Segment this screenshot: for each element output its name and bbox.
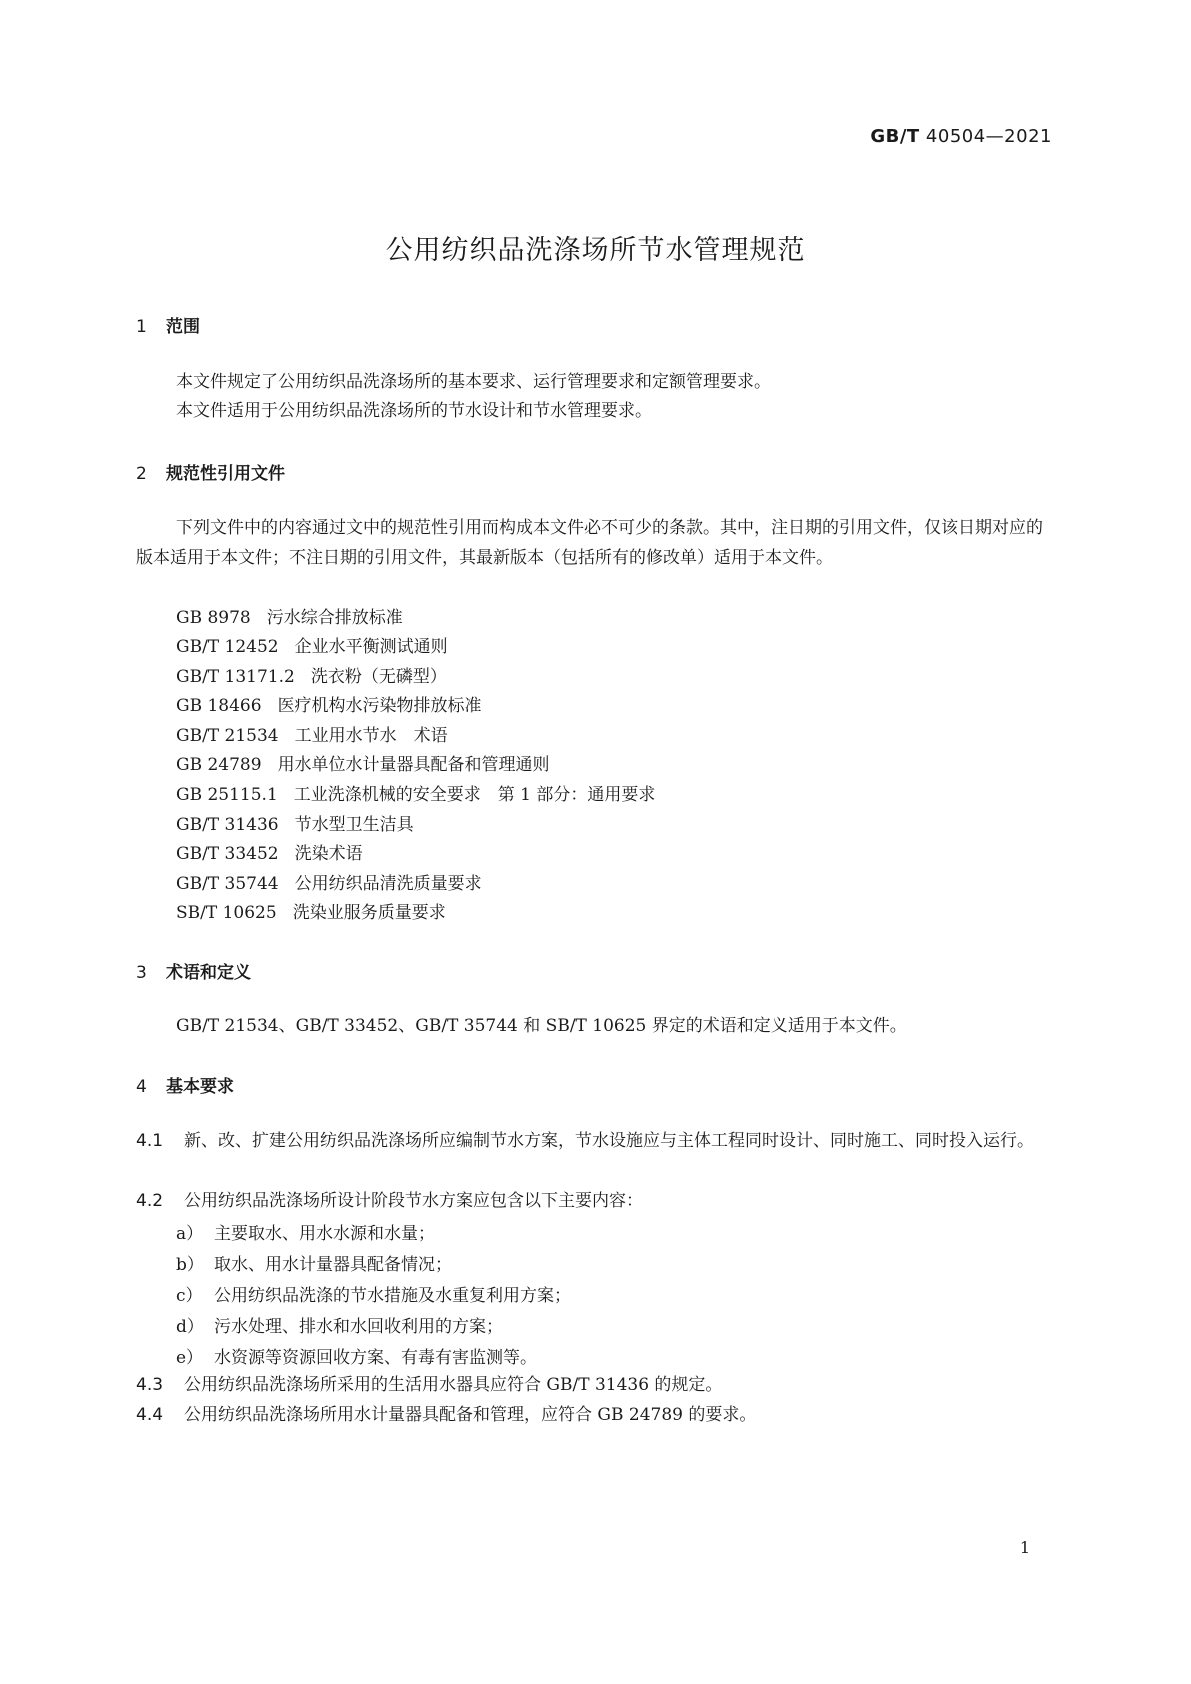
clause-4-2 [136, 1186, 1056, 1216]
reference-item [176, 898, 446, 923]
list-marker: d） [176, 1317, 204, 1337]
section-title: 基本要求 [166, 1077, 234, 1097]
reference-title: 洗衣粉（无磷型） [310, 667, 447, 687]
section-4-heading [136, 1072, 234, 1097]
section-2-heading [136, 459, 285, 484]
section-number: 1 [136, 317, 147, 337]
paragraph: GB/T 21534、GB/T 33452、GB/T 35744 和 SB/T 10625 界定的术语和定义适用于本文件。 [176, 1016, 907, 1036]
section-title: 规范性引用文件 [166, 464, 285, 484]
reference-item [176, 750, 550, 775]
reference-code: GB 25115.1 [176, 785, 278, 805]
list-item [176, 1219, 435, 1244]
list-text: 取水、用水计量器具配备情况； [214, 1255, 452, 1275]
paragraph: 本文件规定了公用纺织品洗涤场所的基本要求、运行管理要求和定额管理要求。 [176, 372, 771, 392]
standard-code: 40504—2021 [925, 126, 1052, 147]
reference-code: GB/T 13171.2 [176, 667, 295, 687]
list-marker: c） [176, 1286, 203, 1306]
reference-title: 工业洗涤机械的安全要求 第 1 部分：通用要求 [293, 785, 656, 805]
document-title: 公用纺织品洗涤场所节水管理规范 [385, 235, 806, 266]
list-item [176, 1281, 571, 1306]
reference-item [176, 691, 482, 716]
reference-code: GB/T 35744 [176, 874, 279, 894]
reference-code: GB/T 33452 [176, 844, 279, 864]
section-number: 3 [136, 963, 147, 983]
standard-number [870, 126, 1052, 147]
paragraph: 下列文件中的内容通过文中的规范性引用而构成本文件必不可少的条款。其中，注日期的引用文件，仅该日期对应的版本适用于本文件；不注日期的引用文件，其最新版本（包括所有的修改单）适用于本文件。 [136, 518, 1043, 568]
list-text: 污水处理、排水和水回收利用的方案； [214, 1317, 503, 1337]
list-item [176, 1250, 452, 1275]
section-1-heading [136, 312, 200, 337]
list-text: 水资源等资源回收方案、有毒有害监测等。 [214, 1348, 537, 1368]
reference-title: 洗染术语 [294, 844, 363, 864]
section-number: 2 [136, 464, 147, 484]
reference-item [176, 632, 448, 657]
reference-code: GB/T 21534 [176, 726, 279, 746]
reference-title: 公用纺织品清洗质量要求 [294, 874, 482, 894]
reference-item [176, 603, 403, 628]
list-marker: e） [176, 1348, 204, 1368]
list-marker: a） [176, 1224, 204, 1244]
clause-number: 4.3 [136, 1375, 164, 1395]
clause-number: 4.1 [136, 1131, 164, 1151]
reference-title: 工业用水节水 术语 [294, 726, 448, 746]
reference-title: 污水综合排放标准 [266, 608, 403, 628]
clause-4-1 [136, 1126, 1056, 1156]
standard-prefix: GB/T [870, 126, 920, 147]
reference-item [176, 810, 414, 835]
reference-item [176, 662, 447, 687]
section-3-heading [136, 958, 251, 983]
reference-title: 企业水平衡测试通则 [294, 637, 448, 657]
reference-item [176, 839, 363, 864]
reference-item [176, 780, 655, 805]
clause-text: 公用纺织品洗涤场所采用的生活用水器具应符合 GB/T 31436 的规定。 [184, 1375, 723, 1395]
reference-code: GB/T 31436 [176, 815, 279, 835]
reference-item [176, 869, 482, 894]
clause-number: 4.4 [136, 1405, 164, 1425]
clause-text: 公用纺织品洗涤场所用水计量器具配备和管理，应符合 GB 24789 的要求。 [184, 1405, 757, 1425]
reference-title: 用水单位水计量器具配备和管理通则 [277, 755, 550, 775]
reference-code: GB 8978 [176, 608, 251, 628]
list-item [176, 1343, 537, 1368]
clause-text: 新、改、扩建公用纺织品洗涤场所应编制节水方案，节水设施应与主体工程同时设计、同时施工、同时投入运行。 [184, 1131, 1034, 1151]
section-title: 范围 [166, 317, 200, 337]
clause-4-4 [136, 1400, 1056, 1430]
list-text: 主要取水、用水水源和水量； [214, 1224, 435, 1244]
reference-code: GB/T 12452 [176, 637, 279, 657]
reference-code: GB 24789 [176, 755, 262, 775]
section-number: 4 [136, 1077, 147, 1097]
reference-item [176, 721, 448, 746]
list-marker: b） [176, 1255, 204, 1275]
list-item [176, 1312, 503, 1337]
clause-4-3 [136, 1370, 1056, 1400]
reference-code: GB 18466 [176, 696, 262, 716]
page-number: 1 [1019, 1538, 1030, 1557]
section-title: 术语和定义 [166, 963, 251, 983]
reference-title: 医疗机构水污染物排放标准 [277, 696, 482, 716]
reference-title: 节水型卫生洁具 [294, 815, 414, 835]
clause-text: 公用纺织品洗涤场所设计阶段节水方案应包含以下主要内容： [184, 1191, 643, 1211]
reference-code: SB/T 10625 [176, 903, 277, 923]
reference-title: 洗染业服务质量要求 [292, 903, 446, 923]
list-text: 公用纺织品洗涤的节水措施及水重复利用方案； [214, 1286, 571, 1306]
paragraph: 本文件适用于公用纺织品洗涤场所的节水设计和节水管理要求。 [176, 401, 652, 421]
clause-number: 4.2 [136, 1191, 164, 1211]
